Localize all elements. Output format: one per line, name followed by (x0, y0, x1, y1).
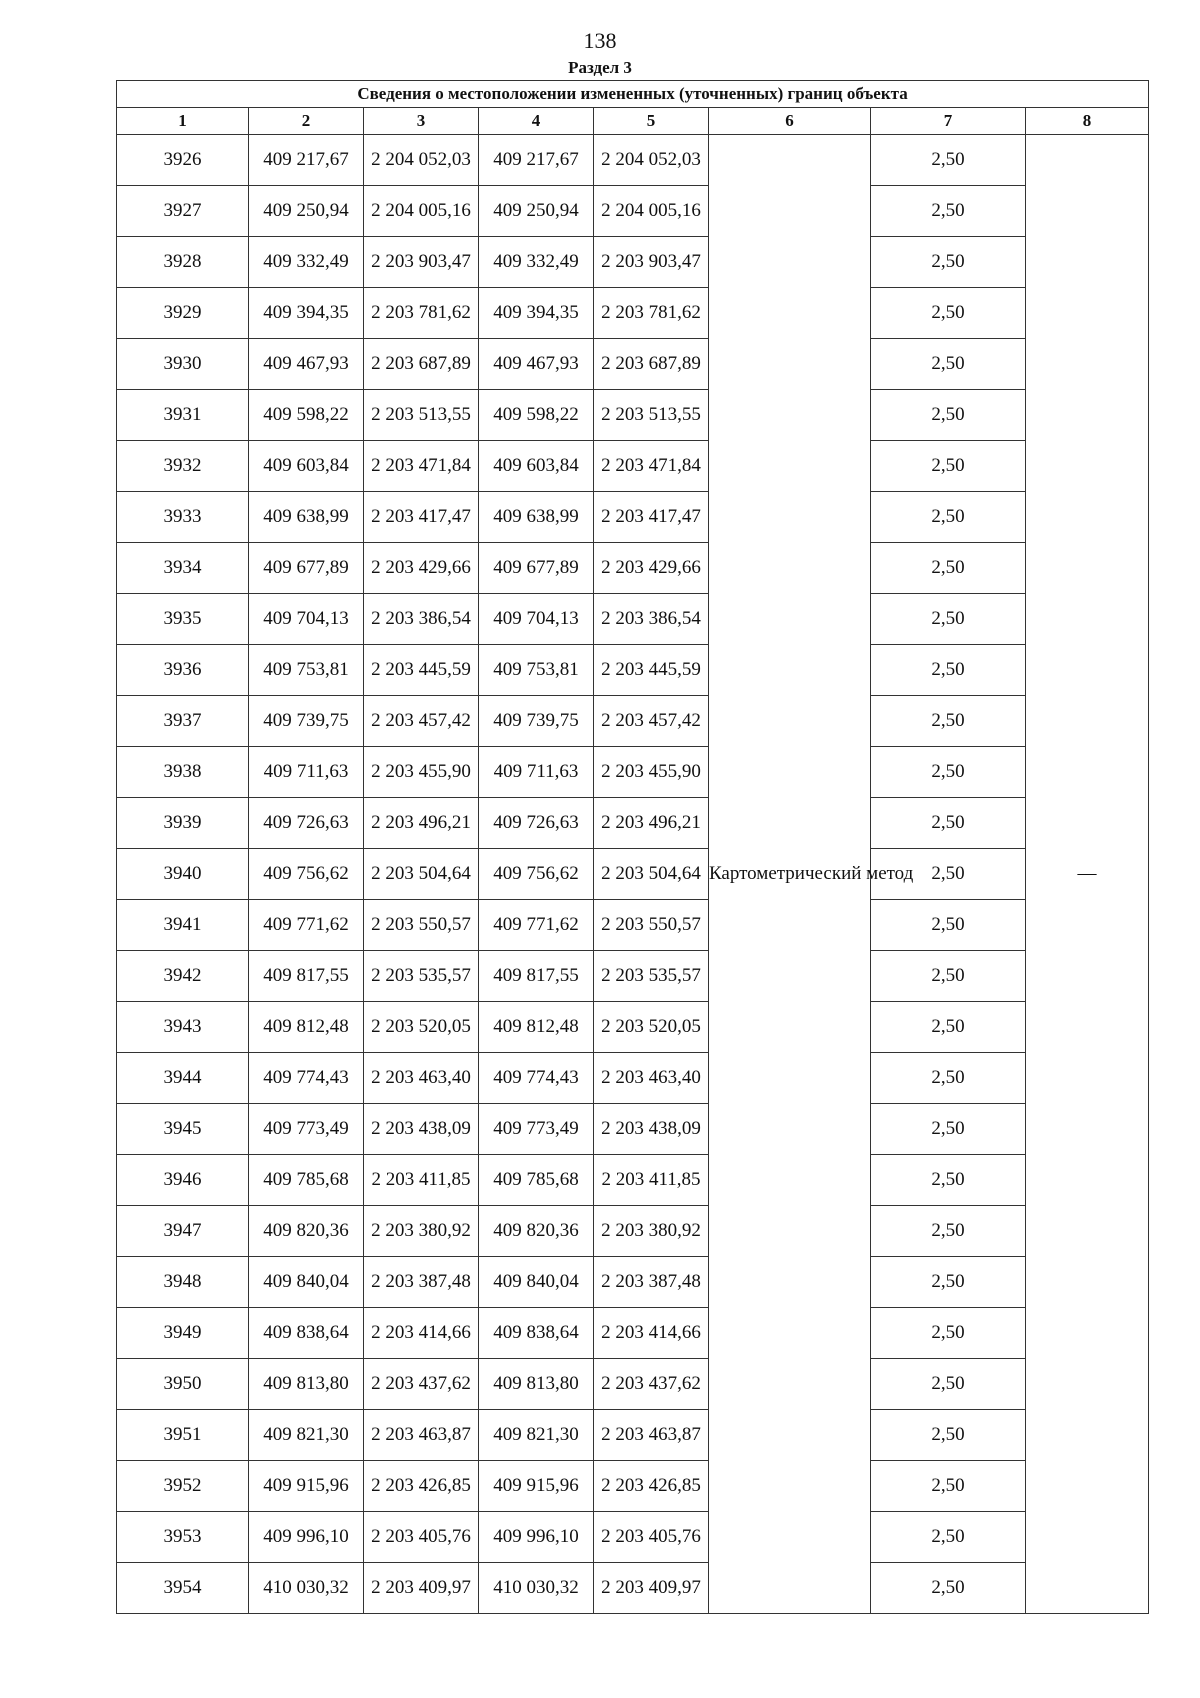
x-coordinate-cell: 409 638,99 (479, 492, 594, 543)
y-coordinate-cell: 2 203 463,40 (594, 1053, 709, 1104)
y-coordinate-cell: 2 203 687,89 (594, 339, 709, 390)
accuracy-cell: 2,50 (871, 1512, 1026, 1563)
y-coordinate-cell: 2 203 387,48 (594, 1257, 709, 1308)
x-coordinate-cell: 409 250,94 (479, 186, 594, 237)
y-coordinate-cell: 2 203 429,66 (364, 543, 479, 594)
y-coordinate-cell: 2 203 437,62 (364, 1359, 479, 1410)
x-coordinate-cell: 409 813,80 (249, 1359, 364, 1410)
x-coordinate-cell: 409 467,93 (479, 339, 594, 390)
x-coordinate-cell: 409 915,96 (249, 1461, 364, 1512)
table-row (117, 951, 1149, 1002)
x-coordinate-cell: 409 996,10 (479, 1512, 594, 1563)
accuracy-cell: 2,50 (871, 1257, 1026, 1308)
y-coordinate-cell: 2 203 411,85 (364, 1155, 479, 1206)
y-coordinate-cell: 2 203 429,66 (594, 543, 709, 594)
y-coordinate-cell: 2 203 414,66 (364, 1308, 479, 1359)
x-coordinate-cell: 409 726,63 (249, 798, 364, 849)
accuracy-cell: 2,50 (871, 900, 1026, 951)
x-coordinate-cell: 409 598,22 (249, 390, 364, 441)
x-coordinate-cell: 409 817,55 (249, 951, 364, 1002)
y-coordinate-cell: 2 203 520,05 (364, 1002, 479, 1053)
y-coordinate-cell: 2 203 903,47 (364, 237, 479, 288)
x-coordinate-cell: 409 840,04 (249, 1257, 364, 1308)
table-row (117, 594, 1149, 645)
accuracy-cell: 2,50 (871, 1104, 1026, 1155)
x-coordinate-cell: 409 467,93 (249, 339, 364, 390)
y-coordinate-cell: 2 203 550,57 (364, 900, 479, 951)
x-coordinate-cell: 409 812,48 (249, 1002, 364, 1053)
x-coordinate-cell: 409 739,75 (249, 696, 364, 747)
table-title: Сведения о местоположении измененных (уточненных) границ объекта (117, 81, 1149, 108)
y-coordinate-cell: 2 203 411,85 (594, 1155, 709, 1206)
y-coordinate-cell: 2 203 504,64 (594, 849, 709, 900)
x-coordinate-cell: 409 704,13 (249, 594, 364, 645)
point-number-cell: 3933 (117, 492, 249, 543)
column-number: 3 (364, 108, 479, 135)
y-coordinate-cell: 2 203 445,59 (594, 645, 709, 696)
table-row (117, 339, 1149, 390)
point-number-cell: 3954 (117, 1563, 249, 1614)
point-number-cell: 3930 (117, 339, 249, 390)
table-row (117, 1104, 1149, 1155)
x-coordinate-cell: 409 774,43 (479, 1053, 594, 1104)
y-coordinate-cell: 2 203 438,09 (594, 1104, 709, 1155)
column8-cell: — (1026, 135, 1149, 1614)
x-coordinate-cell: 409 753,81 (249, 645, 364, 696)
accuracy-cell: 2,50 (871, 1155, 1026, 1206)
accuracy-cell: 2,50 (871, 1563, 1026, 1614)
point-number-cell: 3943 (117, 1002, 249, 1053)
y-coordinate-cell: 2 203 414,66 (594, 1308, 709, 1359)
accuracy-cell: 2,50 (871, 1461, 1026, 1512)
y-coordinate-cell: 2 203 426,85 (364, 1461, 479, 1512)
y-coordinate-cell: 2 203 438,09 (364, 1104, 479, 1155)
y-coordinate-cell: 2 203 380,92 (594, 1206, 709, 1257)
x-coordinate-cell: 409 996,10 (249, 1512, 364, 1563)
y-coordinate-cell: 2 203 386,54 (594, 594, 709, 645)
x-coordinate-cell: 409 838,64 (479, 1308, 594, 1359)
point-number-cell: 3927 (117, 186, 249, 237)
point-number-cell: 3936 (117, 645, 249, 696)
column-number: 1 (117, 108, 249, 135)
accuracy-cell: 2,50 (871, 1002, 1026, 1053)
x-coordinate-cell: 409 332,49 (249, 237, 364, 288)
x-coordinate-cell: 409 677,89 (249, 543, 364, 594)
y-coordinate-cell: 2 203 496,21 (364, 798, 479, 849)
y-coordinate-cell: 2 204 005,16 (364, 186, 479, 237)
table-row (117, 849, 1149, 900)
y-coordinate-cell: 2 203 417,47 (364, 492, 479, 543)
y-coordinate-cell: 2 203 409,97 (364, 1563, 479, 1614)
column-number: 2 (249, 108, 364, 135)
y-coordinate-cell: 2 203 471,84 (594, 441, 709, 492)
point-number-cell: 3949 (117, 1308, 249, 1359)
accuracy-cell: 2,50 (871, 288, 1026, 339)
accuracy-cell: 2,50 (871, 441, 1026, 492)
x-coordinate-cell: 409 704,13 (479, 594, 594, 645)
point-number-cell: 3932 (117, 441, 249, 492)
point-number-cell: 3947 (117, 1206, 249, 1257)
table-body (117, 135, 1149, 1614)
table-row (117, 645, 1149, 696)
accuracy-cell: 2,50 (871, 1053, 1026, 1104)
table-row (117, 1053, 1149, 1104)
page-number: 138 (583, 28, 617, 53)
y-coordinate-cell: 2 203 687,89 (364, 339, 479, 390)
point-number-cell: 3953 (117, 1512, 249, 1563)
x-coordinate-cell: 409 711,63 (479, 747, 594, 798)
y-coordinate-cell: 2 203 463,87 (594, 1410, 709, 1461)
table-row (117, 1563, 1149, 1614)
method-cell: Картометрический метод (709, 135, 871, 1614)
y-coordinate-cell: 2 203 409,97 (594, 1563, 709, 1614)
x-coordinate-cell: 409 603,84 (479, 441, 594, 492)
x-coordinate-cell: 409 756,62 (249, 849, 364, 900)
accuracy-cell: 2,50 (871, 339, 1026, 390)
y-coordinate-cell: 2 203 463,40 (364, 1053, 479, 1104)
accuracy-cell: 2,50 (871, 747, 1026, 798)
table-row (117, 1002, 1149, 1053)
accuracy-cell: 2,50 (871, 237, 1026, 288)
accuracy-cell: 2,50 (871, 849, 1026, 900)
point-number-cell: 3948 (117, 1257, 249, 1308)
accuracy-cell: 2,50 (871, 951, 1026, 1002)
y-coordinate-cell: 2 203 437,62 (594, 1359, 709, 1410)
accuracy-cell: 2,50 (871, 594, 1026, 645)
x-coordinate-cell: 409 785,68 (249, 1155, 364, 1206)
y-coordinate-cell: 2 203 386,54 (364, 594, 479, 645)
table-row (117, 492, 1149, 543)
y-coordinate-cell: 2 203 463,87 (364, 1410, 479, 1461)
point-number-cell: 3942 (117, 951, 249, 1002)
point-number-cell: 3946 (117, 1155, 249, 1206)
table-row (117, 390, 1149, 441)
table-row (117, 1155, 1149, 1206)
accuracy-cell: 2,50 (871, 135, 1026, 186)
x-coordinate-cell: 409 638,99 (249, 492, 364, 543)
point-number-cell: 3938 (117, 747, 249, 798)
section-title: Раздел 3 (568, 58, 632, 77)
y-coordinate-cell: 2 203 550,57 (594, 900, 709, 951)
y-coordinate-cell: 2 203 405,76 (364, 1512, 479, 1563)
y-coordinate-cell: 2 203 417,47 (594, 492, 709, 543)
accuracy-cell: 2,50 (871, 1308, 1026, 1359)
column-number: 5 (594, 108, 709, 135)
x-coordinate-cell: 409 840,04 (479, 1257, 594, 1308)
y-coordinate-cell: 2 203 426,85 (594, 1461, 709, 1512)
y-coordinate-cell: 2 203 781,62 (364, 288, 479, 339)
y-coordinate-cell: 2 204 052,03 (594, 135, 709, 186)
accuracy-cell: 2,50 (871, 1206, 1026, 1257)
x-coordinate-cell: 409 711,63 (249, 747, 364, 798)
column-number: 8 (1026, 108, 1149, 135)
x-coordinate-cell: 409 753,81 (479, 645, 594, 696)
accuracy-cell: 2,50 (871, 696, 1026, 747)
y-coordinate-cell: 2 203 520,05 (594, 1002, 709, 1053)
table-row (117, 543, 1149, 594)
table-row (117, 1206, 1149, 1257)
table-row (117, 1257, 1149, 1308)
table-row (117, 900, 1149, 951)
y-coordinate-cell: 2 203 387,48 (364, 1257, 479, 1308)
y-coordinate-cell: 2 203 457,42 (594, 696, 709, 747)
column-number-row (117, 108, 1149, 135)
point-number-cell: 3945 (117, 1104, 249, 1155)
point-number-cell: 3940 (117, 849, 249, 900)
table-row (117, 237, 1149, 288)
accuracy-cell: 2,50 (871, 390, 1026, 441)
point-number-cell: 3951 (117, 1410, 249, 1461)
point-number-cell: 3937 (117, 696, 249, 747)
table-row (117, 747, 1149, 798)
x-coordinate-cell: 409 771,62 (249, 900, 364, 951)
accuracy-cell: 2,50 (871, 1410, 1026, 1461)
x-coordinate-cell: 409 838,64 (249, 1308, 364, 1359)
accuracy-cell: 2,50 (871, 645, 1026, 696)
table-row (117, 696, 1149, 747)
y-coordinate-cell: 2 203 496,21 (594, 798, 709, 849)
y-coordinate-cell: 2 203 455,90 (594, 747, 709, 798)
point-number-cell: 3928 (117, 237, 249, 288)
table-row (117, 1410, 1149, 1461)
x-coordinate-cell: 409 394,35 (249, 288, 364, 339)
y-coordinate-cell: 2 203 535,57 (594, 951, 709, 1002)
y-coordinate-cell: 2 203 380,92 (364, 1206, 479, 1257)
x-coordinate-cell: 409 598,22 (479, 390, 594, 441)
table-row (117, 1308, 1149, 1359)
x-coordinate-cell: 410 030,32 (479, 1563, 594, 1614)
table-row (117, 288, 1149, 339)
point-number-cell: 3931 (117, 390, 249, 441)
x-coordinate-cell: 409 250,94 (249, 186, 364, 237)
x-coordinate-cell: 409 603,84 (249, 441, 364, 492)
x-coordinate-cell: 409 774,43 (249, 1053, 364, 1104)
y-coordinate-cell: 2 203 457,42 (364, 696, 479, 747)
x-coordinate-cell: 409 812,48 (479, 1002, 594, 1053)
coordinates-table (116, 80, 1149, 1614)
point-number-cell: 3926 (117, 135, 249, 186)
column-number: 4 (479, 108, 594, 135)
point-number-cell: 3935 (117, 594, 249, 645)
x-coordinate-cell: 410 030,32 (249, 1563, 364, 1614)
x-coordinate-cell: 409 773,49 (249, 1104, 364, 1155)
column-number: 7 (871, 108, 1026, 135)
x-coordinate-cell: 409 332,49 (479, 237, 594, 288)
accuracy-cell: 2,50 (871, 186, 1026, 237)
table-row (117, 135, 1149, 186)
table-row (117, 441, 1149, 492)
x-coordinate-cell: 409 820,36 (479, 1206, 594, 1257)
column-number: 6 (709, 108, 871, 135)
x-coordinate-cell: 409 739,75 (479, 696, 594, 747)
table-row (117, 1512, 1149, 1563)
y-coordinate-cell: 2 203 504,64 (364, 849, 479, 900)
x-coordinate-cell: 409 217,67 (479, 135, 594, 186)
x-coordinate-cell: 409 217,67 (249, 135, 364, 186)
table-row (117, 186, 1149, 237)
x-coordinate-cell: 409 677,89 (479, 543, 594, 594)
x-coordinate-cell: 409 756,62 (479, 849, 594, 900)
point-number-cell: 3941 (117, 900, 249, 951)
point-number-cell: 3939 (117, 798, 249, 849)
y-coordinate-cell: 2 203 513,55 (594, 390, 709, 441)
x-coordinate-cell: 409 813,80 (479, 1359, 594, 1410)
x-coordinate-cell: 409 394,35 (479, 288, 594, 339)
table-row (117, 798, 1149, 849)
x-coordinate-cell: 409 726,63 (479, 798, 594, 849)
x-coordinate-cell: 409 785,68 (479, 1155, 594, 1206)
y-coordinate-cell: 2 203 405,76 (594, 1512, 709, 1563)
accuracy-cell: 2,50 (871, 492, 1026, 543)
y-coordinate-cell: 2 203 455,90 (364, 747, 479, 798)
accuracy-cell: 2,50 (871, 798, 1026, 849)
table-row (117, 1461, 1149, 1512)
x-coordinate-cell: 409 821,30 (249, 1410, 364, 1461)
accuracy-cell: 2,50 (871, 1359, 1026, 1410)
x-coordinate-cell: 409 915,96 (479, 1461, 594, 1512)
x-coordinate-cell: 409 820,36 (249, 1206, 364, 1257)
point-number-cell: 3934 (117, 543, 249, 594)
y-coordinate-cell: 2 203 471,84 (364, 441, 479, 492)
y-coordinate-cell: 2 203 445,59 (364, 645, 479, 696)
x-coordinate-cell: 409 821,30 (479, 1410, 594, 1461)
point-number-cell: 3944 (117, 1053, 249, 1104)
x-coordinate-cell: 409 817,55 (479, 951, 594, 1002)
y-coordinate-cell: 2 204 052,03 (364, 135, 479, 186)
point-number-cell: 3952 (117, 1461, 249, 1512)
y-coordinate-cell: 2 203 535,57 (364, 951, 479, 1002)
table-row (117, 1359, 1149, 1410)
point-number-cell: 3950 (117, 1359, 249, 1410)
y-coordinate-cell: 2 203 513,55 (364, 390, 479, 441)
accuracy-cell: 2,50 (871, 543, 1026, 594)
y-coordinate-cell: 2 203 781,62 (594, 288, 709, 339)
x-coordinate-cell: 409 771,62 (479, 900, 594, 951)
y-coordinate-cell: 2 204 005,16 (594, 186, 709, 237)
point-number-cell: 3929 (117, 288, 249, 339)
x-coordinate-cell: 409 773,49 (479, 1104, 594, 1155)
y-coordinate-cell: 2 203 903,47 (594, 237, 709, 288)
